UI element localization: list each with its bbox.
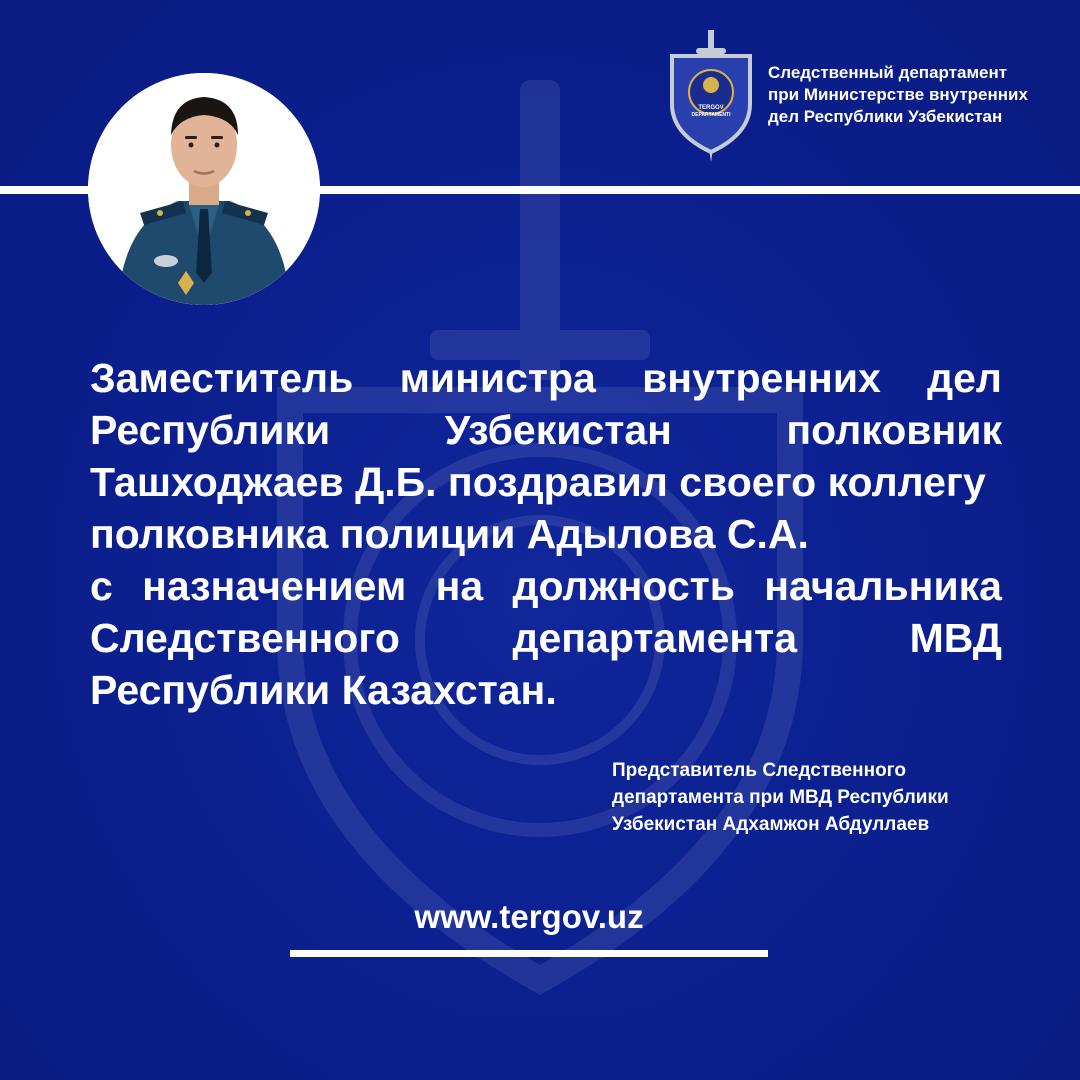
word: Узбекистан bbox=[444, 407, 672, 453]
signature-line: департамента при МВД Республики bbox=[612, 787, 949, 808]
word: дел bbox=[927, 355, 1002, 401]
org-line: дел Республики Узбекистан bbox=[768, 107, 1003, 126]
signature-line: Узбекистан Адхамжон Абдуллаев bbox=[612, 814, 930, 835]
text-line bbox=[90, 612, 1002, 664]
word: с bbox=[90, 563, 113, 609]
word: полковник bbox=[786, 407, 1002, 453]
svg-text:DEPARTAMENTI: DEPARTAMENTI bbox=[691, 112, 731, 118]
word: на bbox=[435, 563, 484, 609]
text-line: Ташходжаев Д.Б. поздравил своего коллегу bbox=[90, 459, 986, 505]
word: Заместитель bbox=[90, 355, 354, 401]
word: департамента bbox=[512, 615, 798, 661]
text-line: полковника полиции Адылова С.А. bbox=[90, 511, 809, 557]
officer-portrait bbox=[88, 73, 320, 305]
text-line: Республики Казахстан. bbox=[90, 667, 557, 713]
signature-block bbox=[612, 757, 1052, 838]
word: назначением bbox=[142, 563, 407, 609]
svg-text:TERGOV: TERGOV bbox=[698, 105, 724, 111]
word: министра bbox=[399, 355, 596, 401]
website-link[interactable]: www.tergov.uz bbox=[414, 898, 644, 935]
signature-line: Представитель Следственного bbox=[612, 760, 906, 781]
bottom-divider bbox=[290, 950, 768, 957]
tergov-shield-badge-icon bbox=[668, 30, 754, 162]
text-line bbox=[90, 352, 1002, 404]
org-line: при Министерстве внутренних bbox=[768, 85, 1028, 104]
word: внутренних bbox=[642, 355, 881, 401]
organization-name bbox=[768, 62, 1068, 128]
word: Следственного bbox=[90, 615, 400, 661]
org-line: Следственный департамент bbox=[768, 63, 1008, 82]
text-line bbox=[90, 404, 1002, 456]
text-line bbox=[90, 560, 1002, 612]
word: начальника bbox=[764, 563, 1002, 609]
announcement-text bbox=[90, 352, 1002, 716]
word: Республики bbox=[90, 407, 331, 453]
word: МВД bbox=[909, 615, 1002, 661]
word: должность bbox=[512, 563, 735, 609]
